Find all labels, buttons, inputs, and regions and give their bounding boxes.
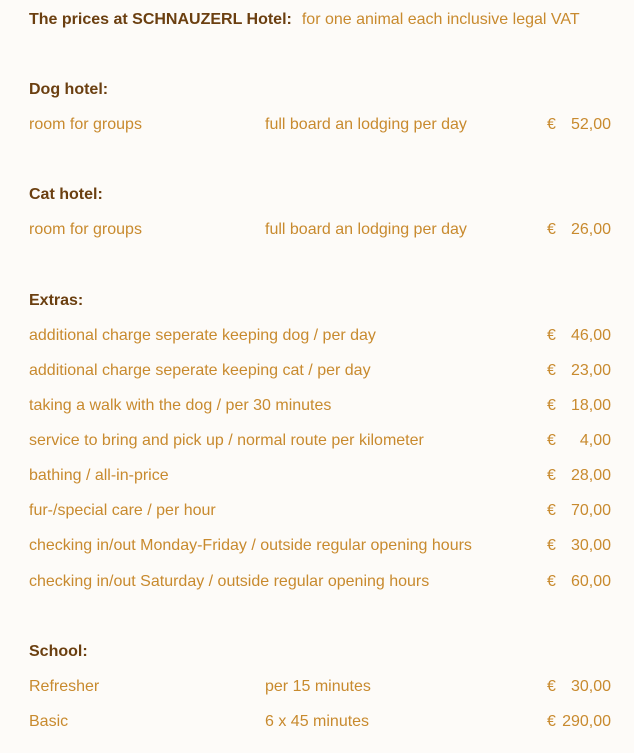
- currency-symbol: €: [547, 537, 556, 554]
- row-description: taking a walk with the dog / per 30 minutes: [29, 397, 332, 414]
- row-price: [547, 324, 611, 348]
- row-price: [547, 218, 611, 242]
- price-amount: 70,00: [570, 502, 611, 519]
- row-price: [547, 710, 611, 734]
- extras-row: [29, 534, 611, 558]
- currency-symbol: €: [547, 116, 556, 133]
- school-row: [29, 675, 611, 699]
- row-description: checking in/out Monday-Friday / outside regular opening hours: [29, 537, 472, 554]
- row-price: [547, 113, 611, 137]
- extras-row: [29, 570, 611, 594]
- row-detail: per 15 minutes: [265, 678, 371, 695]
- extras-row: [29, 499, 611, 523]
- currency-symbol: €: [547, 327, 556, 344]
- extras-row: [29, 464, 611, 488]
- school-row: [29, 710, 611, 734]
- price-amount: 30,00: [570, 537, 611, 554]
- intro-line: [29, 8, 611, 32]
- row-price: [547, 359, 611, 383]
- currency-symbol: €: [547, 467, 556, 484]
- currency-symbol: €: [547, 573, 556, 590]
- row-price: [547, 429, 611, 453]
- row-description: additional charge seperate keeping cat / per day: [29, 362, 371, 379]
- row-description: Basic: [29, 713, 69, 730]
- currency-symbol: €: [547, 432, 556, 449]
- price-amount: 18,00: [570, 397, 611, 414]
- row-description: room for groups: [29, 221, 142, 238]
- intro-note: for one animal each inclusive legal VAT: [301, 11, 580, 28]
- price-amount: 290,00: [562, 713, 611, 730]
- row-detail: full board an lodging per day: [265, 221, 467, 238]
- row-description: room for groups: [29, 116, 142, 133]
- price-amount: 4,00: [579, 432, 611, 449]
- row-description: checking in/out Saturday / outside regular opening hours: [29, 573, 430, 590]
- currency-symbol: €: [547, 221, 556, 238]
- row-price: [547, 570, 611, 594]
- row-price: [547, 464, 611, 488]
- cat-hotel-row: [29, 218, 611, 242]
- row-description: bathing / all-in-price: [29, 467, 169, 484]
- price-amount: 28,00: [570, 467, 611, 484]
- row-description: additional charge seperate keeping dog / per day: [29, 327, 376, 344]
- price-amount: 23,00: [570, 362, 611, 379]
- school-heading: School:: [29, 643, 88, 660]
- currency-symbol: €: [547, 678, 556, 695]
- currency-symbol: €: [547, 713, 556, 730]
- row-price: [547, 675, 611, 699]
- cat-hotel-heading: Cat hotel:: [29, 186, 103, 203]
- extras-heading: Extras:: [29, 292, 84, 309]
- extras-row: [29, 324, 611, 348]
- price-amount: 26,00: [570, 221, 611, 238]
- currency-symbol: €: [547, 397, 556, 414]
- extras-row: [29, 394, 611, 418]
- price-amount: 30,00: [570, 678, 611, 695]
- price-amount: 60,00: [570, 573, 611, 590]
- price-amount: 52,00: [570, 116, 611, 133]
- currency-symbol: €: [547, 362, 556, 379]
- row-description: fur-/special care / per hour: [29, 502, 216, 519]
- row-price: [547, 534, 611, 558]
- row-price: [547, 499, 611, 523]
- dog-hotel-row: [29, 113, 611, 137]
- row-price: [547, 394, 611, 418]
- row-description: service to bring and pick up / normal route per kilometer: [29, 432, 424, 449]
- currency-symbol: €: [547, 502, 556, 519]
- extras-row: [29, 359, 611, 383]
- extras-row: [29, 429, 611, 453]
- row-description: Refresher: [29, 678, 100, 695]
- row-detail: full board an lodging per day: [265, 116, 467, 133]
- intro-title: The prices at SCHNAUZERL Hotel:: [29, 11, 292, 28]
- row-detail: 6 x 45 minutes: [265, 713, 370, 730]
- dog-hotel-heading: Dog hotel:: [29, 81, 109, 98]
- price-amount: 46,00: [570, 327, 611, 344]
